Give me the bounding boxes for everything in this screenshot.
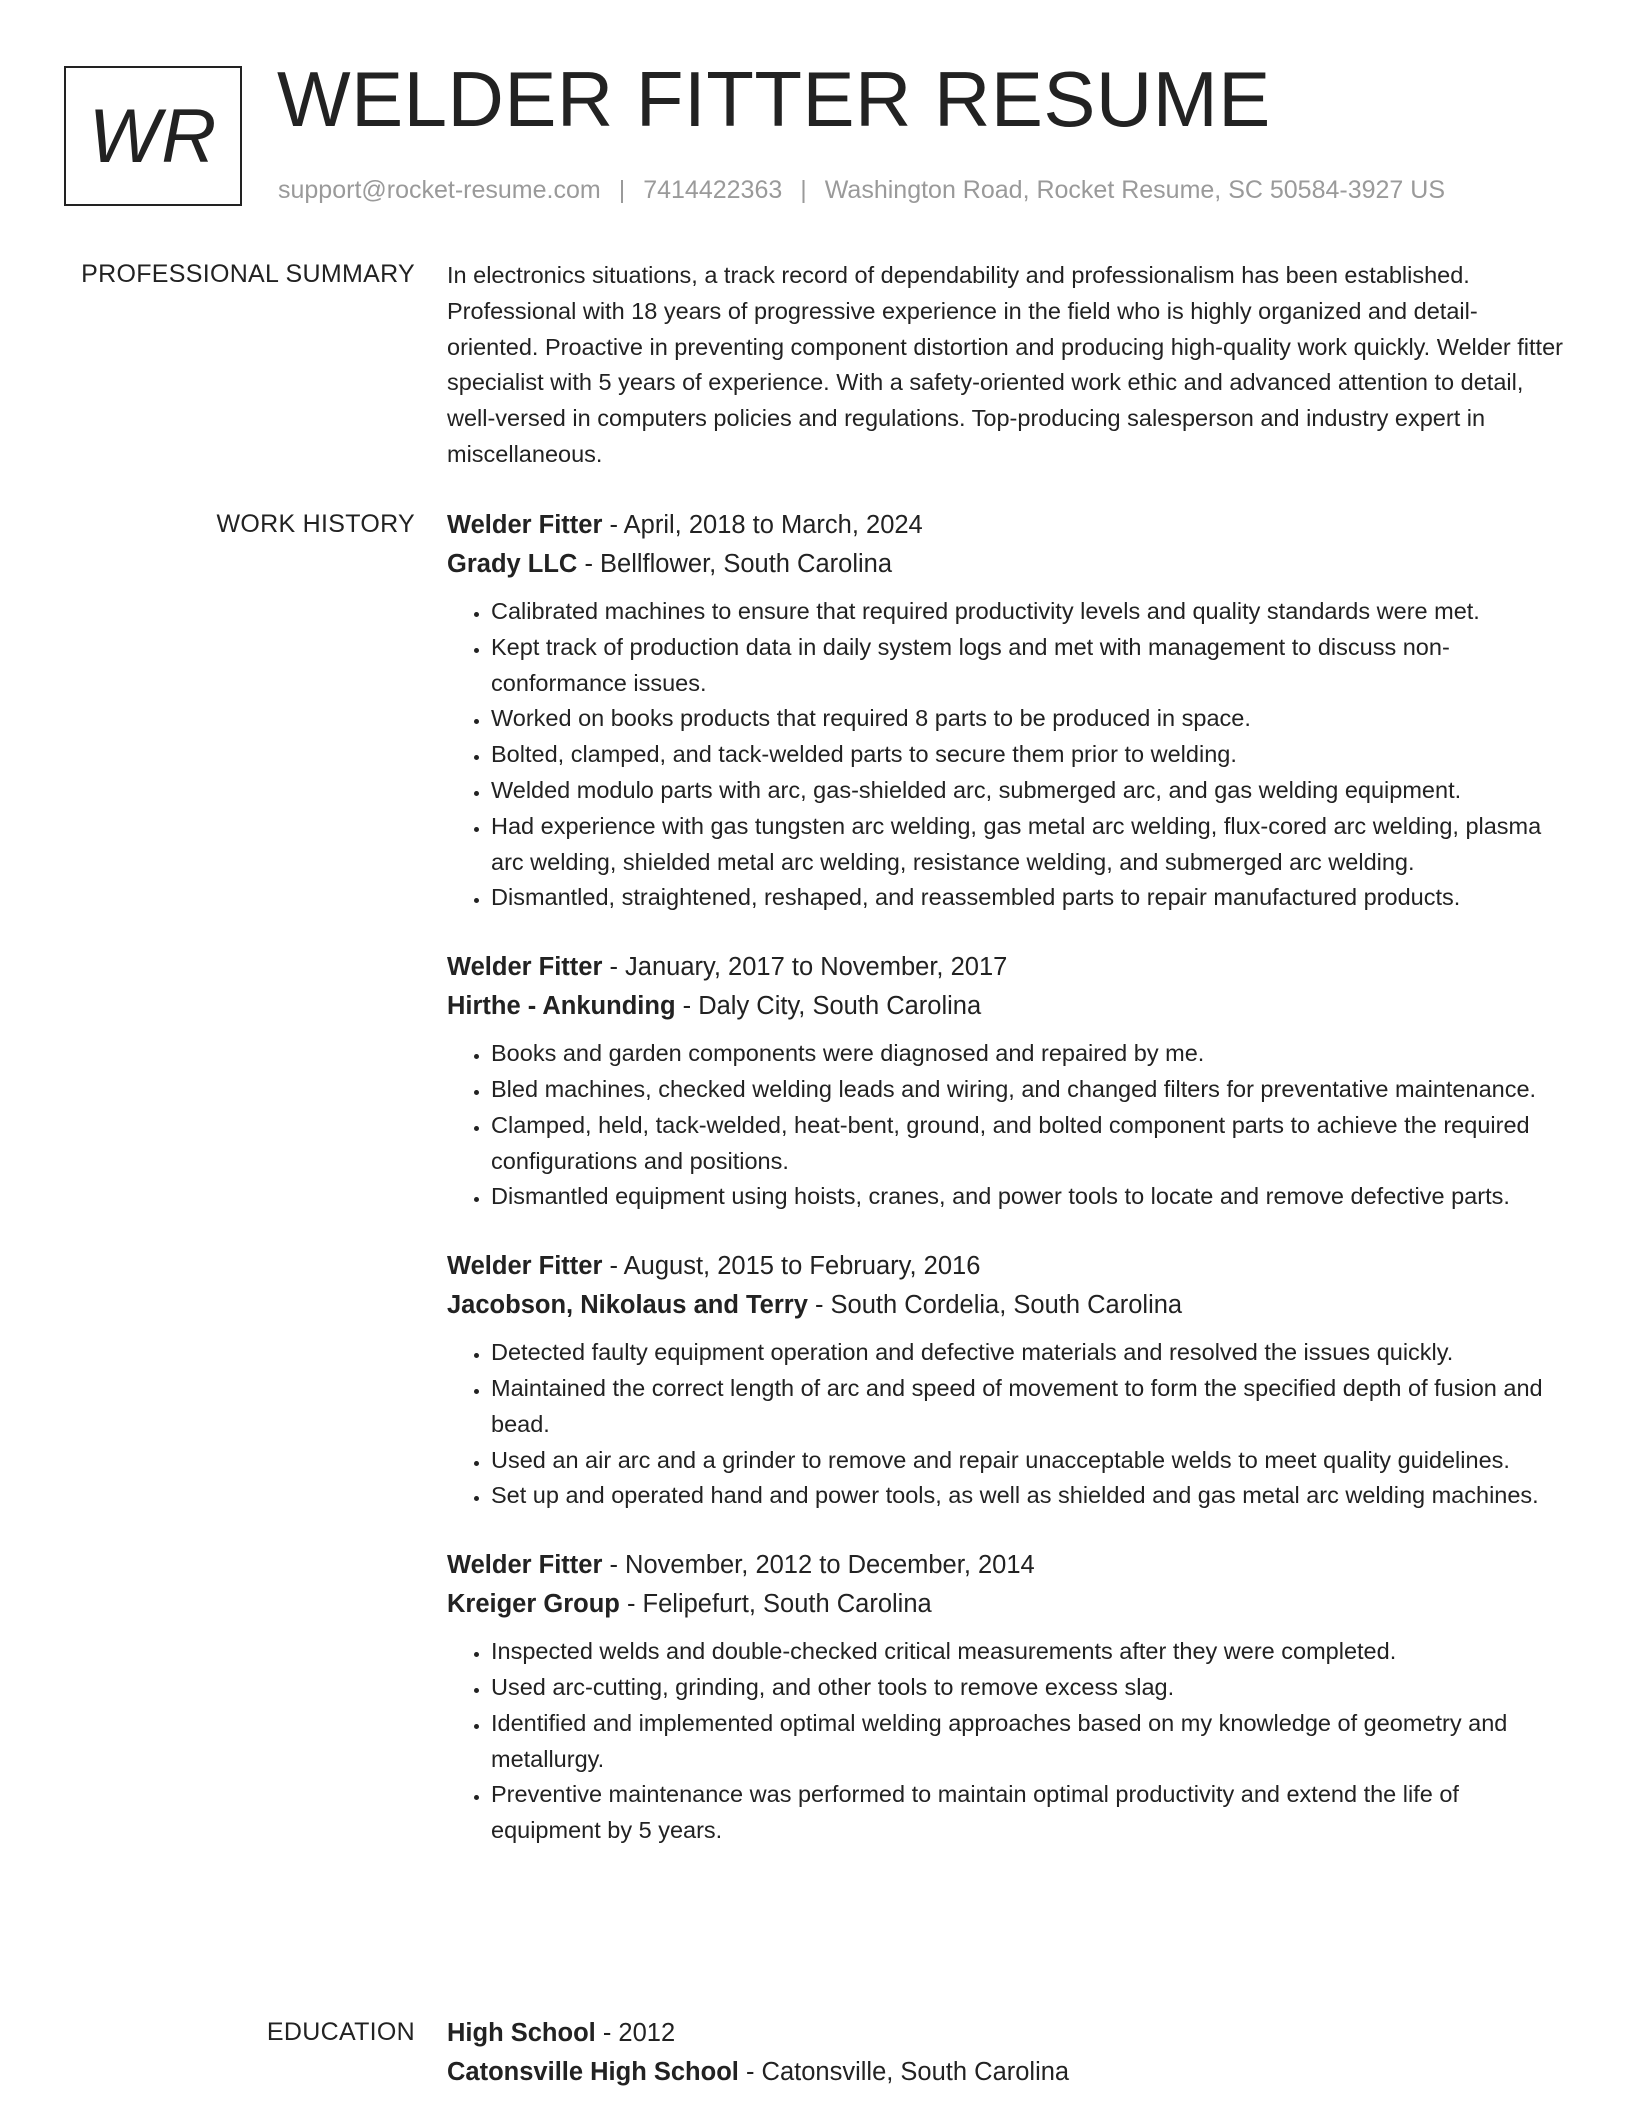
job-bullet: • Detected faulty equipment operation and defective materials and resolved the issues quickly. <box>491 1335 1565 1371</box>
job-bullet: • Had experience with gas tungsten arc welding, gas metal arc welding, flux-cored arc welding, plasma arc welding, shielded metal arc welding, resistance welding, and submerged arc welding. <box>491 809 1565 881</box>
job-company-line <box>447 1585 1565 1624</box>
job-bullet: • Preventive maintenance was performed to maintain optimal productivity and extend the life of equipment by 5 years. <box>491 1777 1565 1849</box>
contact-separator: | <box>800 176 807 204</box>
job-title: Welder Fitter <box>447 953 603 982</box>
job-location: - Bellflower, South Carolina <box>577 550 893 578</box>
education-degree: High School <box>447 2019 596 2047</box>
contact-separator: | <box>618 176 626 204</box>
job-bullet: • Identified and implemented optimal welding approaches based on my knowledge of geometry and metallurgy. <box>491 1706 1565 1778</box>
job-company: Hirthe - Ankunding <box>447 992 676 1021</box>
job-bullet-list <box>447 1036 1565 1215</box>
job-company-line <box>447 987 1565 1026</box>
job-bullet: • Worked on books products that required 8 parts to be produced in space. <box>491 701 1565 737</box>
job-title-line <box>447 506 1565 545</box>
contact-phone: 7414422363 <box>643 176 783 204</box>
job-location: - Felipefurt, South Carolina <box>619 1590 932 1619</box>
job-bullet: • Used arc-cutting, grinding, and other tools to remove excess slag. <box>491 1670 1565 1706</box>
monogram-logo: WR <box>64 66 242 206</box>
job-dates: - August, 2015 to February, 2016 <box>602 1252 981 1281</box>
job-title: Welder Fitter <box>447 511 603 539</box>
contact-info <box>278 176 1445 205</box>
education-school: Catonsville High School <box>447 2058 739 2086</box>
job-bullet: • Bolted, clamped, and tack-welded parts to secure them prior to welding. <box>491 737 1565 773</box>
job-company: Jacobson, Nikolaus and Terry <box>447 1291 808 1320</box>
job-bullet: • Dismantled equipment using hoists, cranes, and power tools to locate and remove defective parts. <box>491 1179 1565 1215</box>
job-dates: - January, 2017 to November, 2017 <box>602 953 1008 982</box>
education-degree-line <box>447 2014 1565 2053</box>
job-bullet: • Dismantled, straightened, reshaped, and reassembled parts to repair manufactured products. <box>491 880 1565 916</box>
job-title-line <box>447 1546 1565 1585</box>
job-bullet: • Bled machines, checked welding leads and wiring, and changed filters for preventative maintenance. <box>491 1072 1565 1108</box>
job-bullet: • Calibrated machines to ensure that required productivity levels and quality standards were met. <box>491 594 1565 630</box>
job-company-line <box>447 1286 1565 1325</box>
section-label-education: EDUCATION <box>266 2018 415 2046</box>
education-body <box>447 2014 1565 2092</box>
job-bullet-list <box>447 594 1565 916</box>
job-entry <box>447 1247 1565 1514</box>
job-location: - Daly City, South Carolina <box>675 992 982 1021</box>
job-title: Welder Fitter <box>447 1252 603 1281</box>
job-bullet: • Used an air arc and a grinder to remove and repair unacceptable welds to meet quality guidelines. <box>491 1443 1565 1479</box>
education-location: - Catonsville, South Carolina <box>738 2058 1070 2086</box>
job-bullet: • Inspected welds and double-checked critical measurements after they were completed. <box>491 1634 1565 1670</box>
job-bullet: • Welded modulo parts with arc, gas-shielded arc, submerged arc, and gas welding equipment. <box>491 773 1565 809</box>
job-company: Kreiger Group <box>447 1590 620 1619</box>
job-bullet: • Books and garden components were diagnosed and repaired by me. <box>491 1036 1565 1072</box>
job-bullet: • Kept track of production data in daily system logs and met with management to discuss non-conformance issues. <box>491 630 1565 702</box>
work-history-body <box>447 506 1565 1881</box>
job-dates: - April, 2018 to March, 2024 <box>602 511 923 539</box>
job-entry <box>447 1546 1565 1849</box>
job-title-line <box>447 948 1565 987</box>
job-entry <box>447 948 1565 1215</box>
job-company: Grady LLC <box>447 550 578 578</box>
job-dates: - November, 2012 to December, 2014 <box>602 1551 1035 1580</box>
job-bullet: • Maintained the correct length of arc and speed of movement to form the specified depth of fusion and bead. <box>491 1371 1565 1443</box>
job-entry <box>447 506 1565 916</box>
summary-text: In electronics situations, a track record of dependability and professionalism has been established. Professional with 18 years of progressive experience in the field who is highly organized and detail-oriented. Proactive in preventing component distortion and producing high-quality work quickly. Welder fitter specialist with 5 years of experience. With a safety-oriented work ethic and advanced attention to detail, well-versed in computers policies and regulations. Top-producing salesperson and industry expert in miscellaneous. <box>447 262 1563 467</box>
job-bullet: • Clamped, held, tack-welded, heat-bent, ground, and bolted component parts to achieve the required configurations and positions. <box>491 1108 1565 1180</box>
section-label-summary: PROFESSIONAL SUMMARY <box>81 260 415 288</box>
page-title: WELDER FITTER RESUME <box>277 55 1271 143</box>
job-location: - South Cordelia, South Carolina <box>807 1291 1183 1320</box>
contact-address: Washington Road, Rocket Resume, SC 50584-3927 US <box>824 176 1446 204</box>
job-bullet-list <box>447 1634 1565 1849</box>
job-title-line <box>447 1247 1565 1286</box>
job-bullet: • Set up and operated hand and power tools, as well as shielded and gas metal arc welding machines. <box>491 1478 1565 1514</box>
job-company-line <box>447 545 1565 584</box>
education-year: - 2012 <box>595 2019 676 2047</box>
education-school-line <box>447 2053 1565 2092</box>
summary-body <box>447 258 1565 473</box>
job-title: Welder Fitter <box>447 1551 603 1580</box>
contact-email: support@rocket-resume.com <box>278 176 601 204</box>
job-bullet-list <box>447 1335 1565 1514</box>
section-label-work-history: WORK HISTORY <box>216 510 415 538</box>
